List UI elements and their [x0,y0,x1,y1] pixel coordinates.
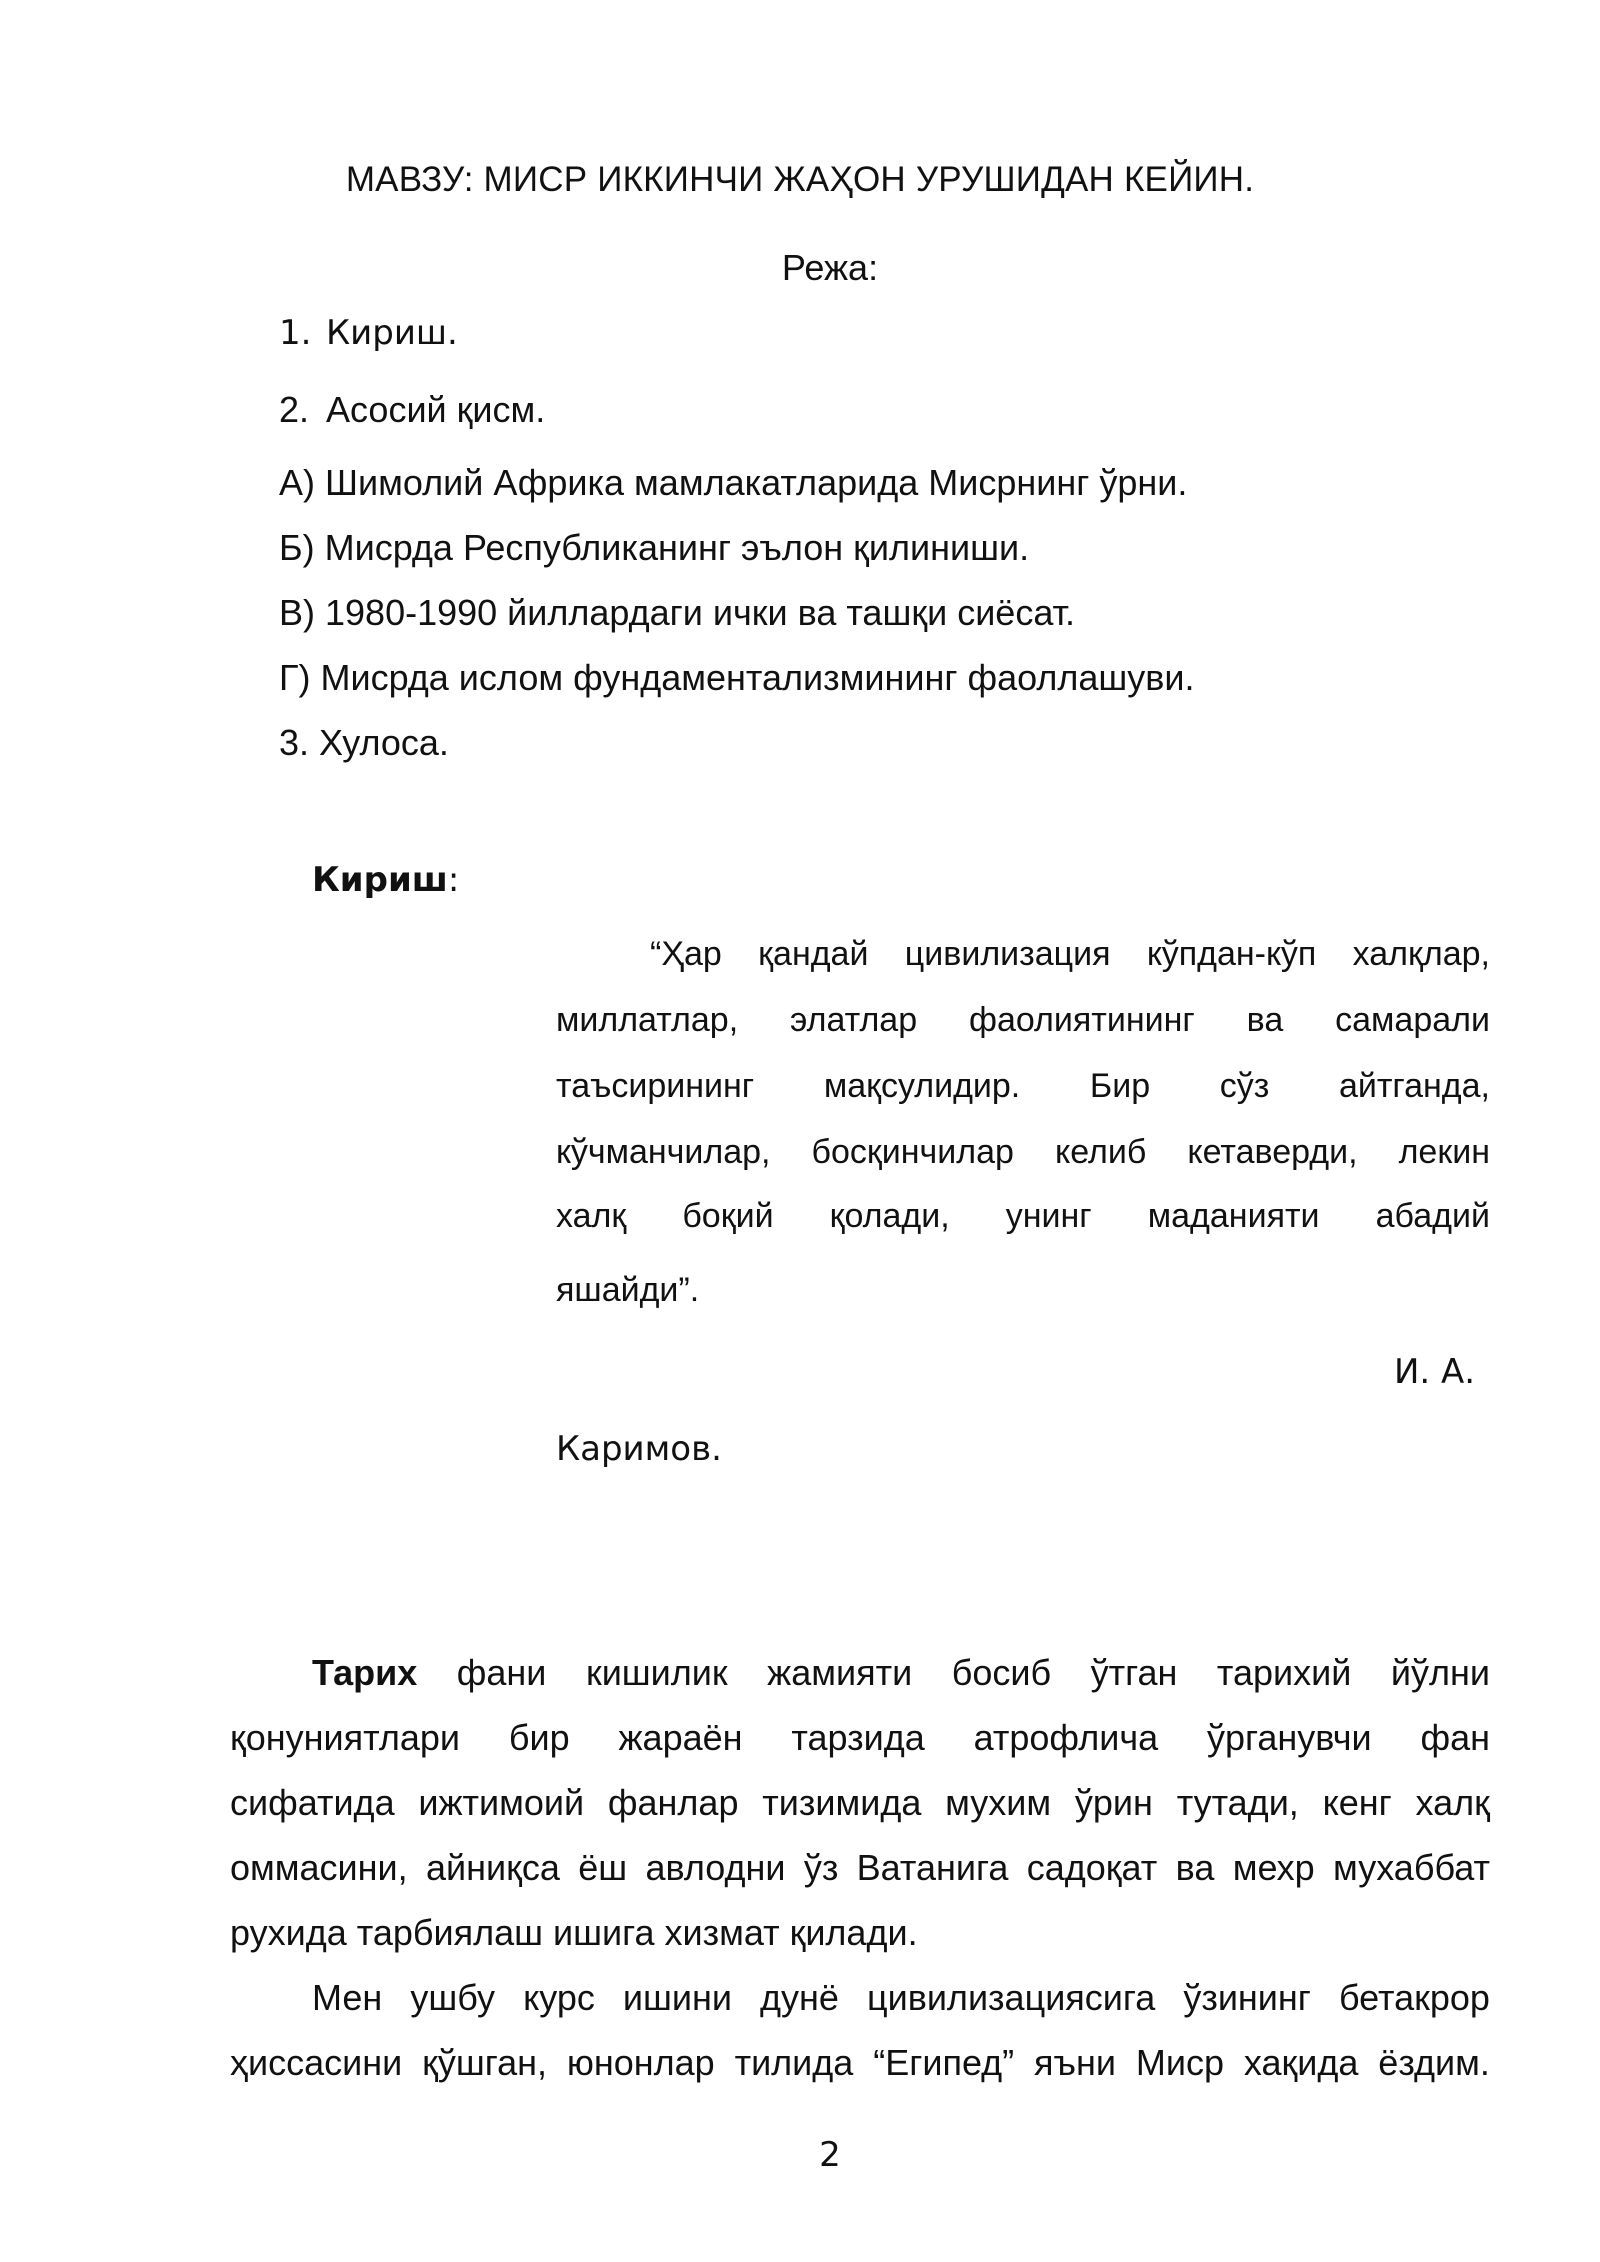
word: боқий [682,1197,774,1235]
word: Ватанига [856,1847,1009,1888]
plan-heading: Режа: [781,247,879,288]
word: хақида [1243,2042,1359,2083]
plan-item-3: 3. Хулоса. [279,722,449,763]
intro-heading-colon: : [447,860,460,900]
word: Мен [312,1977,383,2018]
epigraph-line [556,1003,1490,1037]
word: жамияти [767,1652,913,1693]
word: фан [1420,1717,1490,1758]
word: абадий [1375,1197,1490,1235]
word: унинг [1005,1197,1092,1235]
word: босқинчилар [811,1133,1014,1171]
intro-heading-text: Кириш [312,860,448,900]
word: маданияти [1147,1197,1320,1235]
word: ўзининг [1183,1977,1311,2018]
word: қўшган, [422,2042,547,2083]
word: ижтимоий [418,1782,585,1823]
word: оммасини, [230,1847,408,1888]
word: ишини [622,1977,732,2018]
word: мухаббат [1333,1847,1490,1888]
word: жараён [618,1717,743,1758]
epigraph-line [556,1135,1490,1169]
word: халқ [556,1197,627,1235]
word: келиб [1054,1133,1147,1171]
word: фанлар [607,1782,739,1823]
word: фаолиятининг [968,1001,1195,1039]
word: йўлни [1390,1652,1490,1693]
word: тилида [734,2042,854,2083]
word: ўтган [1090,1652,1178,1693]
plan-item-2 [279,389,546,430]
word: тутади, [1176,1782,1299,1823]
word: авлодни [645,1847,786,1888]
word: халқлар, [1352,935,1490,973]
word: цивилизациясига [866,1977,1156,2018]
word: ёздим. [1378,2042,1490,2083]
word: ҳиссасини [230,2042,403,2083]
word: “Египед” [873,2042,1015,2083]
word: атрофлича [973,1717,1159,1758]
word: садоқат [1026,1847,1158,1888]
word: кўпдан-кўп [1146,935,1317,973]
word: Бир [1089,1067,1151,1105]
epigraph-author-initials: И. А. [1394,1352,1476,1392]
paragraph-line [312,1977,1490,2018]
word: ва [1246,1001,1284,1039]
word: фани [456,1652,547,1693]
word: кўчманчилар, [556,1133,771,1171]
word: кетаверди, [1187,1133,1358,1171]
word: самарали [1335,1001,1490,1039]
plan-item-number: 1. [279,313,312,353]
word: қонуниятлари [230,1717,460,1758]
word: ўз [803,1847,839,1888]
word: кенг [1322,1782,1392,1823]
word: қолади, [829,1197,950,1235]
term-bold: Тарих [312,1652,418,1693]
word: “Ҳар [650,935,722,973]
word: сифатида [230,1782,395,1823]
word: тарзида [791,1717,925,1758]
plan-item-1 [279,313,458,353]
word: тарихий [1216,1652,1352,1693]
word: босиб [951,1652,1052,1693]
word: Миср [1135,2042,1225,2083]
word: юнонлар [566,2042,715,2083]
word: ушбу [410,1977,496,2018]
word: айниқса [426,1847,560,1888]
plan-item-text: Асосий қисм. [326,389,546,430]
word: кишилик [585,1652,728,1693]
word: қандай [758,935,869,973]
epigraph-line [556,1069,1490,1103]
word: мақсулидир. [823,1067,1021,1105]
paragraph-line [230,1847,1490,1888]
paragraph-line [230,1717,1490,1758]
word: дунё [760,1977,839,2018]
word: сўз [1219,1067,1270,1105]
plan-item-number: 2. [279,389,310,430]
paragraph-line [230,2042,1490,2083]
word: тизимида [762,1782,922,1823]
word: элатлар [790,1001,918,1039]
plan-subitem-v: В) 1980-1990 йиллардаги ички ва ташқи сиёсат. [279,592,1076,633]
paragraph-last-line: рухида тарбиялаш ишига хизмат қилади. [230,1912,918,1953]
word: цивилизация [904,935,1111,973]
word: мехр [1232,1847,1315,1888]
word: бетакрор [1338,1977,1490,2018]
word: курс [523,1977,595,2018]
word: ўрин [1074,1782,1153,1823]
intro-heading [312,860,460,900]
word: ёш [578,1847,628,1888]
epigraph-last-line: яшайди”. [556,1271,700,1309]
word: лекин [1398,1133,1490,1171]
epigraph-line [556,1199,1490,1233]
word: бир [508,1717,570,1758]
plan-subitem-b: Б) Мисрда Республиканинг эълон қилиниши. [279,527,1030,568]
epigraph-author-surname: Каримов. [556,1429,722,1469]
word: таъсирининг [556,1067,755,1105]
word: ўрганувчи [1206,1717,1372,1758]
word: айтганда, [1338,1067,1490,1105]
paragraph-line [230,1782,1490,1823]
plan-subitem-g: Г) Мисрда ислом фундаментализмининг фаоллашуви. [279,657,1195,698]
document-title: МАВЗУ: МИСР ИККИНЧИ ЖАҲОН УРУШИДАН КЕЙИН. [345,160,1255,199]
epigraph-line [650,937,1490,971]
word: халқ [1415,1782,1490,1823]
plan-item-text: Кириш. [326,313,458,353]
word: миллатлар, [556,1001,739,1039]
paragraph-line [312,1652,1490,1693]
word: яъни [1034,2042,1117,2083]
page-number: 2 [819,2135,841,2175]
plan-subitem-a: А) Шимолий Африка мамлакатларида Мисрнинг ўрни. [279,462,1188,503]
word: ва [1175,1847,1215,1888]
word: мухим [945,1782,1052,1823]
